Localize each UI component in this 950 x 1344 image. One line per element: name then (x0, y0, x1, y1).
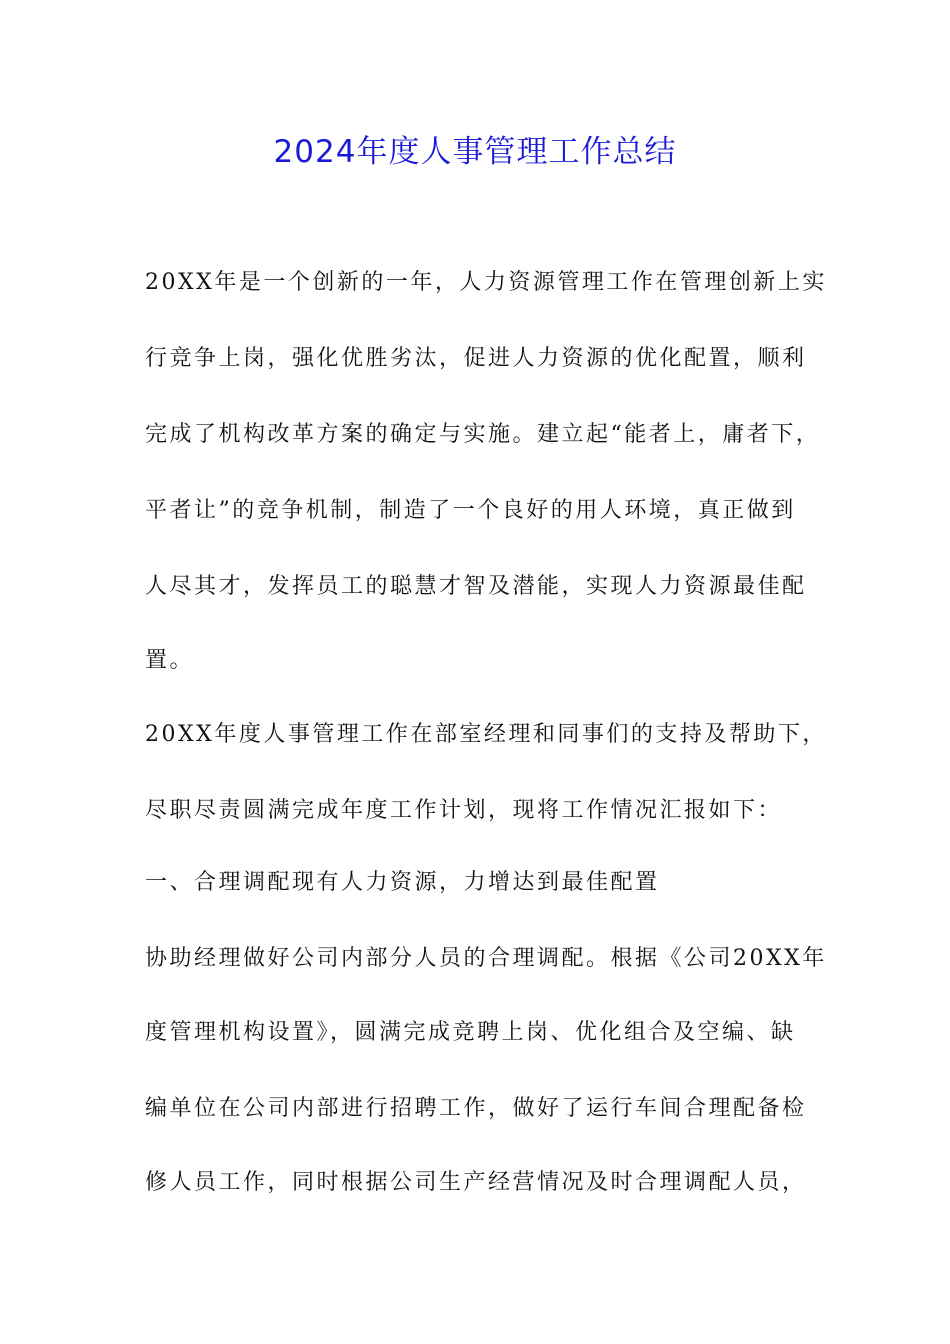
document-title: 2024年度人事管理工作总结 (273, 134, 677, 170)
body-line-8: 尽职尽责圆满完成年度工作计划，现将工作情况汇报如下： (145, 798, 783, 823)
body-line-10: 度管理机构设置》，圆满完成竞聘上岗、优化组合及空编、缺 (145, 1020, 796, 1045)
body-line-5: 人尽其才，发挥员工的聪慧才智及潜能，实现人力资源最佳配 (145, 574, 807, 599)
section-heading-1: 一、合理调配现有人力资源，力增达到最佳配置 (145, 870, 660, 895)
body-line-4: 平者让”的竞争机制，制造了一个良好的用人环境，真正做到 (145, 498, 796, 523)
body-line-11: 编单位在公司内部进行招聘工作，做好了运行车间合理配备检 (145, 1096, 807, 1121)
body-line-2: 行竞争上岗，强化优胜劣汰，促进人力资源的优化配置，顺利 (145, 346, 807, 371)
body-line-6: 置。 (145, 648, 195, 673)
body-line-3: 完成了机构改革方案的确定与实施。建立起“能者上，庸者下， (145, 422, 821, 447)
body-line-9: 协助经理做好公司内部分人员的合理调配。根据《公司20XX年 (145, 946, 827, 971)
body-line-12: 修人员工作，同时根据公司生产经营情况及时合理调配人员， (145, 1170, 807, 1195)
body-line-7: 20XX年度人事管理工作在部室经理和同事们的支持及帮助下， (145, 722, 827, 747)
body-line-1: 20XX年是一个创新的一年，人力资源管理工作在管理创新上实 (145, 270, 827, 295)
